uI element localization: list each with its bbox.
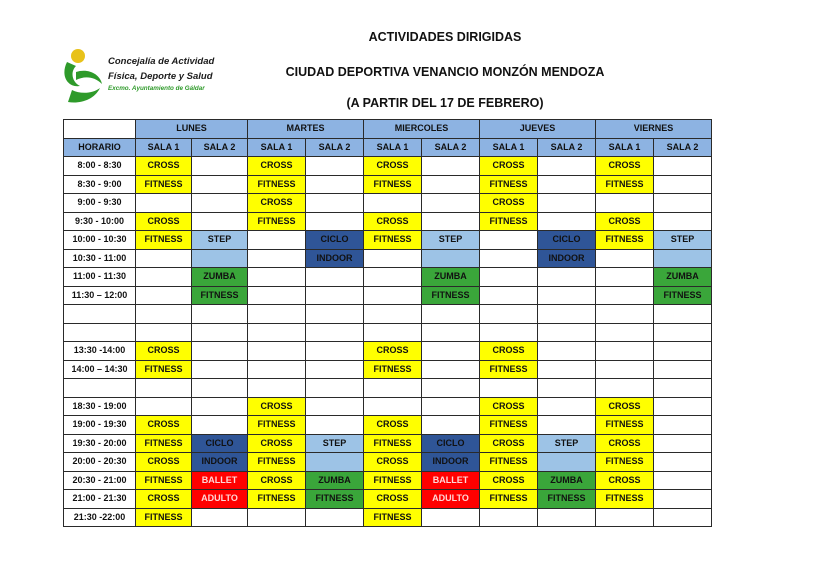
activity-cell <box>596 286 654 305</box>
activity-cell <box>538 212 596 231</box>
activity-cell: FITNESS <box>480 175 538 194</box>
activity-cell <box>596 305 654 324</box>
activity-cell <box>306 157 364 176</box>
activity-cell <box>422 508 480 527</box>
activity-cell <box>306 453 364 472</box>
activity-cell: FITNESS <box>136 360 192 379</box>
schedule-row <box>64 231 712 250</box>
activity-cell: CICLO <box>422 434 480 453</box>
activity-cell <box>422 157 480 176</box>
sala-header: SALA 1 <box>136 138 192 157</box>
activity-cell: CROSS <box>248 434 306 453</box>
activity-cell: FITNESS <box>136 175 192 194</box>
schedule-row <box>64 249 712 268</box>
activity-cell: FITNESS <box>364 231 422 250</box>
activity-cell: FITNESS <box>248 416 306 435</box>
schedule-row <box>64 453 712 472</box>
activity-cell: ZUMBA <box>422 268 480 287</box>
activity-cell <box>654 323 712 342</box>
activity-cell: CROSS <box>248 157 306 176</box>
day-header: MIERCOLES <box>364 120 480 139</box>
activity-cell <box>306 323 364 342</box>
activity-cell <box>136 323 192 342</box>
activity-cell: CROSS <box>136 490 192 509</box>
activity-cell <box>422 323 480 342</box>
activity-cell <box>364 249 422 268</box>
time-slot: 10:30 - 11:00 <box>64 249 136 268</box>
activity-cell: CROSS <box>480 397 538 416</box>
activity-cell <box>192 342 248 361</box>
activity-cell <box>306 175 364 194</box>
activity-cell: CROSS <box>480 157 538 176</box>
activity-cell <box>538 453 596 472</box>
activity-cell: CROSS <box>364 157 422 176</box>
time-slot <box>64 379 136 398</box>
activity-cell <box>596 323 654 342</box>
activity-cell <box>422 379 480 398</box>
activity-cell <box>596 194 654 213</box>
activity-cell <box>136 286 192 305</box>
activity-cell: BALLET <box>422 471 480 490</box>
activity-cell <box>654 508 712 527</box>
schedule-row <box>64 360 712 379</box>
activity-cell <box>306 508 364 527</box>
activity-cell <box>480 323 538 342</box>
activity-cell <box>596 508 654 527</box>
activity-cell <box>306 379 364 398</box>
time-slot: 9:00 - 9:30 <box>64 194 136 213</box>
activity-cell <box>306 342 364 361</box>
activity-cell <box>248 305 306 324</box>
day-header: MARTES <box>248 120 364 139</box>
activity-cell <box>422 397 480 416</box>
title-venue: CIUDAD DEPORTIVA VENANCIO MONZÓN MENDOZA <box>285 65 605 79</box>
time-slot: 18:30 - 19:00 <box>64 397 136 416</box>
activity-cell <box>192 157 248 176</box>
activity-cell: CROSS <box>596 397 654 416</box>
activity-cell <box>306 268 364 287</box>
activity-cell: FITNESS <box>364 175 422 194</box>
time-slot: 8:00 - 8:30 <box>64 157 136 176</box>
activity-cell <box>306 416 364 435</box>
sala-header: SALA 2 <box>306 138 364 157</box>
activity-cell: CROSS <box>596 471 654 490</box>
activity-cell: FITNESS <box>596 490 654 509</box>
activity-cell: INDOOR <box>306 249 364 268</box>
corner-cell <box>64 120 136 139</box>
activity-cell <box>480 286 538 305</box>
activity-cell <box>538 397 596 416</box>
activity-cell <box>654 434 712 453</box>
title-activities: ACTIVIDADES DIRIGIDAS <box>368 30 522 44</box>
logo-line-3: Excmo. Ayuntamiento de Gáldar <box>108 85 205 92</box>
activity-cell <box>192 379 248 398</box>
activity-cell <box>422 305 480 324</box>
activity-cell <box>538 416 596 435</box>
activity-cell <box>364 194 422 213</box>
activity-cell: ZUMBA <box>192 268 248 287</box>
activity-cell: INDOOR <box>538 249 596 268</box>
sala-header: SALA 1 <box>596 138 654 157</box>
activity-cell: CROSS <box>364 212 422 231</box>
activity-cell <box>248 249 306 268</box>
time-slot: 21:00 - 21:30 <box>64 490 136 509</box>
schedule-row <box>64 194 712 213</box>
activity-cell: FITNESS <box>654 286 712 305</box>
schedule-row <box>64 286 712 305</box>
activity-cell: CROSS <box>136 416 192 435</box>
activity-cell <box>422 175 480 194</box>
activity-cell: ADULTO <box>422 490 480 509</box>
activity-cell <box>248 268 306 287</box>
activity-cell: FITNESS <box>364 471 422 490</box>
activity-cell: CROSS <box>364 453 422 472</box>
activity-cell <box>596 379 654 398</box>
activity-cell: FITNESS <box>306 490 364 509</box>
activity-cell: STEP <box>306 434 364 453</box>
activity-cell <box>306 212 364 231</box>
activity-cell: FITNESS <box>192 286 248 305</box>
activity-cell <box>364 305 422 324</box>
activity-cell <box>248 379 306 398</box>
schedule-row <box>64 379 712 398</box>
activity-cell <box>248 360 306 379</box>
activity-cell <box>596 360 654 379</box>
activity-cell: CROSS <box>596 434 654 453</box>
activity-cell <box>596 342 654 361</box>
activity-cell <box>654 157 712 176</box>
activity-cell <box>654 212 712 231</box>
activity-cell <box>480 249 538 268</box>
logo-line-1: Concejalía de Actividad <box>108 56 215 67</box>
activity-cell <box>306 286 364 305</box>
schedule-row <box>64 416 712 435</box>
activity-cell: FITNESS <box>596 231 654 250</box>
activity-cell <box>306 397 364 416</box>
activity-cell: CROSS <box>364 490 422 509</box>
activity-cell: ADULTO <box>192 490 248 509</box>
activity-cell: CROSS <box>480 342 538 361</box>
activity-cell <box>136 379 192 398</box>
title-start-date: (A PARTIR DEL 17 DE FEBRERO) <box>346 96 544 110</box>
activity-cell: FITNESS <box>248 453 306 472</box>
activity-cell <box>538 323 596 342</box>
activity-cell <box>654 194 712 213</box>
activity-cell <box>480 379 538 398</box>
activity-cell <box>538 175 596 194</box>
activity-cell <box>136 194 192 213</box>
schedule-row <box>64 490 712 509</box>
activity-cell <box>248 323 306 342</box>
day-header: LUNES <box>136 120 248 139</box>
activity-cell <box>422 416 480 435</box>
activity-cell: CROSS <box>480 194 538 213</box>
activity-cell: CROSS <box>596 212 654 231</box>
activity-cell <box>538 194 596 213</box>
runner-icon <box>62 46 106 108</box>
horario-header: HORARIO <box>64 138 136 157</box>
sala-header: SALA 2 <box>654 138 712 157</box>
activity-cell <box>654 175 712 194</box>
activity-cell <box>538 286 596 305</box>
activity-cell: CROSS <box>248 194 306 213</box>
activity-cell <box>538 268 596 287</box>
activity-cell: FITNESS <box>480 416 538 435</box>
sala-header: SALA 1 <box>248 138 306 157</box>
activity-cell <box>306 194 364 213</box>
activity-cell <box>654 453 712 472</box>
activity-cell: ZUMBA <box>538 471 596 490</box>
activity-cell <box>538 157 596 176</box>
activity-cell <box>538 360 596 379</box>
activity-cell: FITNESS <box>136 508 192 527</box>
activity-cell <box>480 305 538 324</box>
activity-cell <box>364 286 422 305</box>
activity-cell <box>654 360 712 379</box>
time-slot: 8:30 - 9:00 <box>64 175 136 194</box>
activity-cell <box>364 268 422 287</box>
activity-cell: FITNESS <box>480 212 538 231</box>
activity-cell <box>192 175 248 194</box>
schedule-row <box>64 323 712 342</box>
activity-cell: CROSS <box>364 416 422 435</box>
activity-cell <box>192 323 248 342</box>
activity-cell: FITNESS <box>364 360 422 379</box>
activity-cell: FITNESS <box>248 212 306 231</box>
activity-cell: CICLO <box>192 434 248 453</box>
activity-cell <box>480 268 538 287</box>
activity-cell <box>192 249 248 268</box>
activity-cell <box>192 360 248 379</box>
schedule-row <box>64 397 712 416</box>
activity-cell: ZUMBA <box>306 471 364 490</box>
activity-cell <box>192 397 248 416</box>
activity-cell: FITNESS <box>480 453 538 472</box>
activity-cell <box>306 305 364 324</box>
time-slot: 11:00 - 11:30 <box>64 268 136 287</box>
logo-line-2: Física, Deporte y Salud <box>108 71 213 82</box>
activity-cell: CROSS <box>364 342 422 361</box>
activity-cell <box>192 305 248 324</box>
activity-cell: CROSS <box>248 397 306 416</box>
activity-cell: CROSS <box>480 434 538 453</box>
activity-cell: CICLO <box>538 231 596 250</box>
activity-cell <box>136 249 192 268</box>
activity-cell: CROSS <box>480 471 538 490</box>
time-slot <box>64 323 136 342</box>
activity-cell <box>248 286 306 305</box>
activity-cell: CROSS <box>136 157 192 176</box>
activity-cell: FITNESS <box>422 286 480 305</box>
activity-cell <box>192 194 248 213</box>
activity-cell: INDOOR <box>422 453 480 472</box>
activity-cell: STEP <box>422 231 480 250</box>
activity-cell <box>306 360 364 379</box>
activity-cell: FITNESS <box>596 453 654 472</box>
day-header: JUEVES <box>480 120 596 139</box>
activity-cell: FITNESS <box>596 175 654 194</box>
sala-header: SALA 2 <box>192 138 248 157</box>
activity-cell: FITNESS <box>364 434 422 453</box>
schedule-table <box>63 119 712 527</box>
activity-cell <box>192 212 248 231</box>
activity-cell: FITNESS <box>596 416 654 435</box>
activity-cell <box>480 508 538 527</box>
activity-cell <box>538 305 596 324</box>
activity-cell: INDOOR <box>192 453 248 472</box>
time-slot: 11:30 – 12:00 <box>64 286 136 305</box>
activity-cell <box>654 397 712 416</box>
activity-cell <box>136 268 192 287</box>
time-slot: 20:00 - 20:30 <box>64 453 136 472</box>
time-slot: 21:30 -22:00 <box>64 508 136 527</box>
time-slot: 14:00 – 14:30 <box>64 360 136 379</box>
schedule-row <box>64 157 712 176</box>
activity-cell <box>364 323 422 342</box>
activity-cell <box>654 490 712 509</box>
activity-cell <box>136 305 192 324</box>
activity-cell: FITNESS <box>480 360 538 379</box>
time-slot <box>64 305 136 324</box>
activity-cell <box>192 416 248 435</box>
activity-cell <box>654 249 712 268</box>
activity-cell: FITNESS <box>136 434 192 453</box>
activity-cell <box>136 397 192 416</box>
time-slot: 19:30 - 20:00 <box>64 434 136 453</box>
time-slot: 10:00 - 10:30 <box>64 231 136 250</box>
activity-cell: CROSS <box>596 157 654 176</box>
activity-cell: CICLO <box>306 231 364 250</box>
activity-cell <box>422 360 480 379</box>
activity-cell <box>364 397 422 416</box>
activity-cell: STEP <box>538 434 596 453</box>
time-slot: 19:00 - 19:30 <box>64 416 136 435</box>
activity-cell: FITNESS <box>248 490 306 509</box>
activity-cell: STEP <box>192 231 248 250</box>
schedule-row <box>64 212 712 231</box>
activity-cell <box>422 194 480 213</box>
sala-header: SALA 1 <box>364 138 422 157</box>
sala-header: SALA 1 <box>480 138 538 157</box>
activity-cell <box>422 342 480 361</box>
activity-cell <box>192 508 248 527</box>
activity-cell: CROSS <box>136 453 192 472</box>
activity-cell <box>248 342 306 361</box>
activity-cell: STEP <box>654 231 712 250</box>
day-header: VIERNES <box>596 120 712 139</box>
activity-cell <box>248 508 306 527</box>
time-slot: 9:30 - 10:00 <box>64 212 136 231</box>
activity-cell <box>248 231 306 250</box>
schedule-row <box>64 268 712 287</box>
activity-cell: FITNESS <box>136 471 192 490</box>
schedule-row <box>64 342 712 361</box>
activity-cell <box>654 379 712 398</box>
activity-cell <box>422 212 480 231</box>
activity-cell <box>422 249 480 268</box>
schedule-row <box>64 434 712 453</box>
activity-cell <box>538 508 596 527</box>
activity-cell: BALLET <box>192 471 248 490</box>
time-slot: 20:30 - 21:00 <box>64 471 136 490</box>
schedule-row <box>64 175 712 194</box>
activity-cell: ZUMBA <box>654 268 712 287</box>
activity-cell: FITNESS <box>480 490 538 509</box>
activity-cell: CROSS <box>136 342 192 361</box>
activity-cell: FITNESS <box>538 490 596 509</box>
activity-cell <box>596 249 654 268</box>
activity-cell: FITNESS <box>364 508 422 527</box>
schedule-row <box>64 471 712 490</box>
sala-header: SALA 2 <box>422 138 480 157</box>
logo <box>62 46 227 108</box>
activity-cell <box>654 416 712 435</box>
activity-cell <box>654 342 712 361</box>
time-slot: 13:30 -14:00 <box>64 342 136 361</box>
activity-cell <box>538 342 596 361</box>
schedule-body <box>64 157 712 527</box>
activity-cell: FITNESS <box>248 175 306 194</box>
activity-cell: CROSS <box>248 471 306 490</box>
activity-cell: CROSS <box>136 212 192 231</box>
activity-cell <box>596 268 654 287</box>
schedule-row <box>64 305 712 324</box>
activity-cell <box>480 231 538 250</box>
activity-cell <box>654 305 712 324</box>
activity-cell <box>364 379 422 398</box>
sala-header: SALA 2 <box>538 138 596 157</box>
schedule-row <box>64 508 712 527</box>
activity-cell <box>654 471 712 490</box>
activity-cell: FITNESS <box>136 231 192 250</box>
activity-cell <box>538 379 596 398</box>
